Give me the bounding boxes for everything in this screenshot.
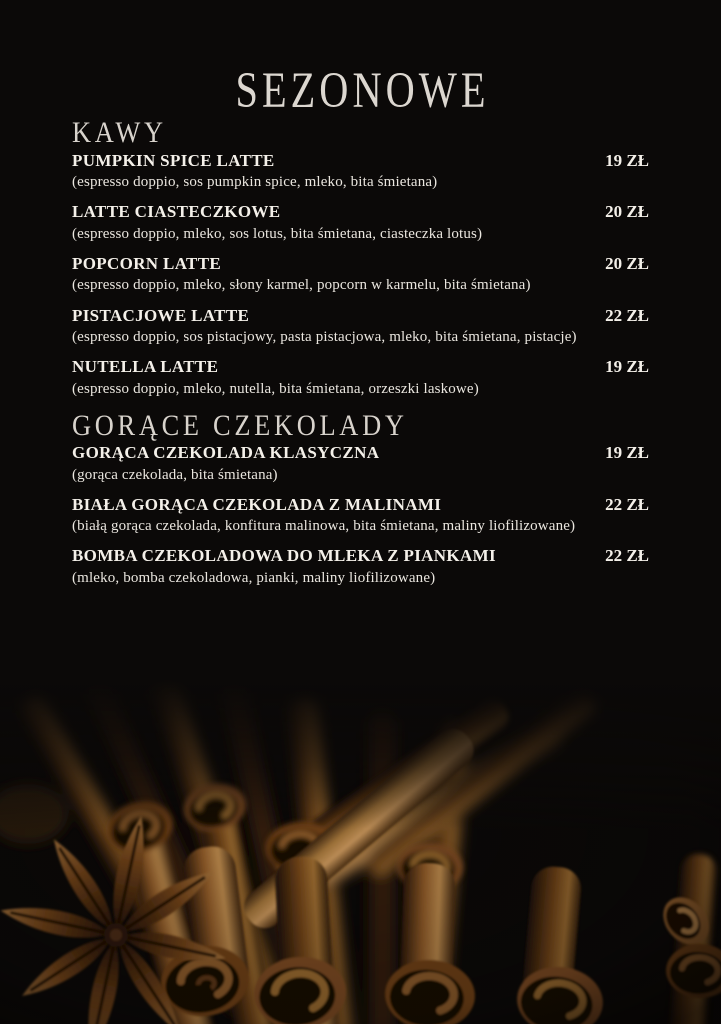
item-price: 20 ZŁ <box>605 254 649 274</box>
photo-top-fade <box>0 679 721 829</box>
item-description: (espresso doppio, sos pumpkin spice, mleko, bita śmietana) <box>72 174 438 191</box>
item-description: (mleko, bomba czekoladowa, pianki, maliny liofilizowane) <box>72 569 436 586</box>
item-price: 19 ZŁ <box>605 357 649 377</box>
item-price: 22 ZŁ <box>605 546 649 566</box>
menu-item <box>72 254 649 296</box>
item-description: (espresso doppio, mleko, nutella, bita śmietana, orzeszki laskowe) <box>72 380 479 397</box>
item-name: PUMPKIN SPICE LATTE <box>72 150 275 170</box>
menu-item <box>72 151 649 193</box>
item-description: (białą gorąca czekolada, konfitura malinowa, bita śmietana, maliny liofilizowane) <box>72 518 576 535</box>
item-name: PISTACJOWE LATTE <box>72 305 250 325</box>
item-name: GORĄCA CZEKOLADA KLASYCZNA <box>72 443 380 463</box>
menu-item <box>72 357 649 399</box>
cinnamon-photo <box>0 679 721 1024</box>
item-name: LATTE CIASTECZKOWE <box>72 202 281 222</box>
item-price: 19 ZŁ <box>605 150 649 170</box>
item-price: 22 ZŁ <box>605 494 649 514</box>
item-price: 22 ZŁ <box>605 305 649 325</box>
item-name: NUTELLA LATTE <box>72 357 219 377</box>
menu-item <box>72 546 649 588</box>
item-price: 20 ZŁ <box>605 202 649 222</box>
item-name: BOMBA CZEKOLADOWA DO MLEKA Z PIANKAMI <box>72 546 496 566</box>
item-description: (espresso doppio, mleko, słony karmel, popcorn w karmelu, bita śmietana) <box>72 277 531 294</box>
page-title: SEZONOWE <box>235 62 490 119</box>
item-name: POPCORN LATTE <box>72 254 222 274</box>
menu-item <box>72 495 649 537</box>
item-price: 19 ZŁ <box>605 443 649 463</box>
item-name: BIAŁA GORĄCA CZEKOLADA Z MALINAMI <box>72 494 442 514</box>
item-description: (gorąca czekolada, bita śmietana) <box>72 466 278 483</box>
menu-item <box>72 443 649 485</box>
section-heading-kawy: KAWY <box>72 116 167 150</box>
item-description: (espresso doppio, mleko, sos lotus, bita śmietana, ciasteczka lotus) <box>72 225 483 242</box>
item-description: (espresso doppio, sos pistacjowy, pasta pistacjowa, mleko, bita śmietana, pistacje) <box>72 329 577 346</box>
section-heading-czekolady: GORĄCE CZEKOLADY <box>72 408 408 442</box>
menu-item <box>72 306 649 348</box>
menu-item <box>72 202 649 244</box>
